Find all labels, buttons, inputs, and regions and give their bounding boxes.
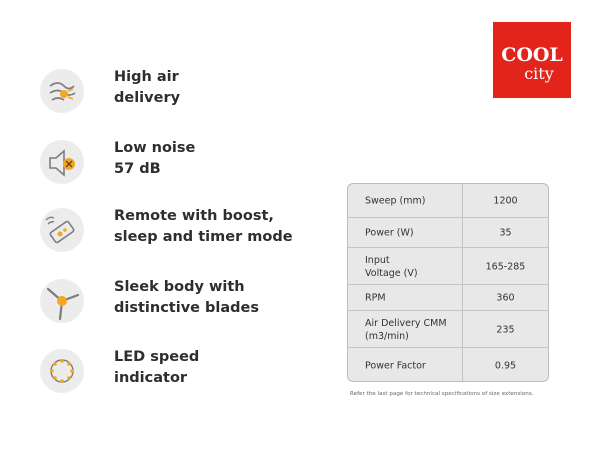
feature-text-line: delivery: [114, 90, 181, 106]
feature-text-line: sleep and timer mode: [114, 229, 293, 245]
feature-item-remote: [38, 206, 328, 266]
feature-text-line: distinctive blades: [114, 300, 260, 316]
fan-blades-icon: [38, 277, 88, 327]
spec-row-power: [348, 217, 548, 248]
footnote: Refer the last page for technical specifications of size extensions.: [350, 391, 534, 397]
spec-value: 0.95: [494, 360, 517, 372]
feature-text-line: LED speed: [114, 349, 200, 365]
brand-name-line2: city: [524, 64, 554, 83]
spec-row-input-voltage: [348, 247, 548, 285]
spec-value: 360: [496, 292, 515, 304]
feature-text-line: Remote with boost,: [114, 208, 274, 224]
spec-value: 165-285: [485, 261, 526, 272]
feature-text-line: Low noise: [114, 140, 196, 156]
spec-label: Power Factor: [365, 360, 426, 372]
spec-value: 1200: [493, 195, 518, 206]
feature-item-low-noise: [38, 138, 328, 198]
spec-row-sweep: [348, 184, 548, 217]
spec-row-power-factor: [348, 347, 548, 382]
feature-text-line: Sleek body with: [114, 279, 245, 295]
air-delivery-icon: [38, 67, 88, 117]
feature-text-line: indicator: [114, 370, 188, 386]
spec-column-divider: [462, 184, 463, 381]
spec-row-rpm: [348, 284, 548, 311]
spec-row-air-delivery: [348, 310, 548, 348]
spec-label: Input Voltage (V): [365, 254, 418, 279]
brand-name-line1: COOL: [501, 44, 563, 66]
spec-label: Power (W): [365, 227, 414, 239]
spec-label: Air Delivery CMM (m3/min): [365, 317, 447, 342]
spec-value: 35: [499, 227, 512, 239]
spec-label: Sweep (mm): [365, 195, 426, 206]
feature-item-air-delivery: [38, 67, 328, 127]
brand-logo: [493, 22, 571, 98]
low-noise-icon: [38, 138, 88, 188]
spec-value: 235: [496, 324, 515, 335]
remote-icon: [38, 206, 88, 256]
feature-text-line: High air: [114, 69, 179, 85]
feature-item-sleek-body: [38, 277, 328, 337]
spec-table: [347, 183, 549, 382]
feature-item-led-indicator: [38, 347, 328, 407]
feature-text-line: 57 dB: [114, 161, 161, 177]
led-indicator-icon: [38, 347, 88, 397]
spec-label: RPM: [365, 292, 386, 304]
